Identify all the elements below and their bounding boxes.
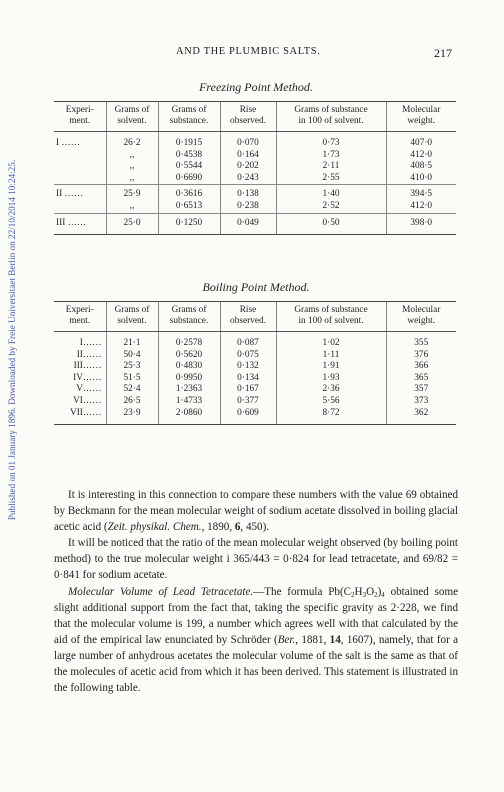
column-header: Experi- ment. [54,102,106,132]
table-cell: 0·6690 [158,173,220,185]
table-cell: 0·202 [220,161,276,173]
table-cell: 0·5620 [158,350,220,362]
table-cell: 0·4538 [158,150,220,162]
table-cell: I…… [79,338,102,348]
table-cell: I …… [56,138,81,148]
table-cell: 365 [386,373,456,385]
table-cell: 26·2 [106,132,158,150]
table-cell: VII…… [54,408,106,425]
table-cell: 0·2578 [158,332,220,350]
boiling-point-table [54,301,456,425]
table-row [54,132,456,150]
table-cell: 25·3 [106,361,158,373]
column-header: Experi- ment. [54,302,106,332]
table-cell: 0·9950 [158,373,220,385]
table-cell: 0·238 [220,201,276,213]
table-row [54,350,456,362]
table-cell: 2·55 [276,173,386,185]
table-row [54,373,456,385]
table-cell: 412·0 [386,201,456,213]
freezing-point-heading: Freezing Point Method. [199,80,313,94]
table-header-row [54,302,456,332]
table-row [54,396,456,408]
download-notice-text: Published on 01 January 1896. Downloaded by Freie Universitaet Berlin on 22/10/2014 10:24:25. [7,159,17,521]
running-head-title: AND THE PLUMBIC SALTS. [176,46,321,57]
column-header: Molecular weight. [386,302,456,332]
table-cell: 23·9 [106,408,158,425]
table-cell: 0·377 [220,396,276,408]
column-header: Molecular weight. [386,102,456,132]
table-cell: 0·3616 [158,185,220,201]
table-cell: 0·087 [220,332,276,350]
table-row [54,185,456,201]
table-cell: 412·0 [386,150,456,162]
table-cell: 0·1915 [158,132,220,150]
table-cell: 1·93 [276,373,386,385]
table-cell: ,, [106,150,158,162]
table-cell: 0·50 [276,213,386,235]
column-header: Rise observed. [220,302,276,332]
paragraph-ratio: It will be noticed that the ratio of the mean molecular weight observed (by boiling point method) to the true molecular weight i 365/443 = 0·824 for lead tetracetate, and 69/82 = 0·841 for sodium acetate. [54,537,458,582]
table-cell: 0·73 [276,132,386,150]
table-cell: 8·72 [276,408,386,425]
table-cell: 0·070 [220,132,276,150]
table-cell: 21·1 [106,332,158,350]
table-cell: 0·075 [220,350,276,362]
column-header: Grams of substance. [158,302,220,332]
table-cell: 26·5 [106,396,158,408]
table-row [54,332,456,350]
table-cell: 2·11 [276,161,386,173]
table-row [54,201,456,213]
table-cell: III …… [54,213,106,235]
table-cell [54,173,106,185]
table-cell: 0·049 [220,213,276,235]
table-cell: 362 [386,408,456,425]
table-cell: III…… [73,361,102,372]
table-cell: 25·0 [106,213,158,235]
table-cell: 0·243 [220,173,276,185]
table-cell: 0·6513 [158,201,220,213]
column-header: Grams of solvent. [106,102,158,132]
table-cell: ,, [106,161,158,173]
table-cell: 1·73 [276,150,386,162]
table-cell: 0·1250 [158,213,220,235]
table-row [54,361,456,373]
table-cell: 1·40 [276,185,386,201]
table-cell: 1·4733 [158,396,220,408]
paragraph-molecular-volume: Molecular Volume of Lead Tetracetate.—The formula $Pb(C_2H_3O_2)_4$ obtained some slight additional support from the fact that, taking the specific gravity as 2·228, we find that the molecular volume is 199, a number which agrees well with that calculated by the aid of the empirical law enunciated by Schröder (Ber., 1881, 14, 1607), namely, that for a large number of anhydrous acetates the molecular volume of the salt is the same as that of the molecules of acetic acid from which it has been derived. This statement is illustrated in the following table. [54,585,459,695]
table-cell: 1·11 [276,350,386,362]
table-row [54,408,456,425]
table-cell: 1·2363 [158,384,220,396]
table-cell: 0·167 [220,384,276,396]
table-row [54,161,456,173]
table-cell: 2·52 [276,201,386,213]
table-cell: 394·5 [386,185,456,201]
table-row [54,384,456,396]
table-cell [54,150,106,162]
table-cell: 366 [386,361,456,373]
table-cell [54,201,106,213]
table-cell: 52·4 [106,384,158,396]
paragraph-beckmann: It is interesting in this connection to compare these numbers with the value 69 obtained by Beckmann for the mean molecular weight of sodium acetate dissolved in boiling glacial acetic acid (Zeit. physikal. Chem., 1890, 6, 450). [54,489,458,534]
table-cell: 50·4 [106,350,158,362]
table-cell: 25·9 [106,185,158,201]
table-cell: 357 [386,384,456,396]
column-header: Grams of substance in 100 of solvent. [276,302,386,332]
table-cell: 2·36 [276,384,386,396]
table-cell: 376 [386,350,456,362]
table-cell: 373 [386,396,456,408]
column-header: Rise observed. [220,102,276,132]
body-text [54,487,458,696]
table-cell: 407·0 [386,132,456,150]
table-cell: VI…… [73,395,102,406]
table-row [54,173,456,185]
table-cell: II…… [76,349,102,360]
table-cell: 398·0 [386,213,456,235]
table-header-row [54,102,456,132]
table-cell: 0·4830 [158,361,220,373]
table-cell: 0·164 [220,150,276,162]
table-cell: 410·0 [386,173,456,185]
table-cell: 2·0860 [158,408,220,425]
table-cell: 0·138 [220,185,276,201]
column-header: Grams of substance. [158,102,220,132]
freezing-point-table [54,101,456,235]
table-cell: IV…… [73,372,102,383]
table-cell: 0·5544 [158,161,220,173]
table-cell [54,161,106,173]
table-cell: 51·5 [106,373,158,385]
column-header: Grams of substance in 100 of solvent. [276,102,386,132]
table-cell: 0·609 [220,408,276,425]
table-cell: II …… [54,185,106,201]
table-cell: 408·5 [386,161,456,173]
table-cell: 0·132 [220,361,276,373]
table-cell: 1·91 [276,361,386,373]
table-row [54,150,456,162]
table-cell: 5·56 [276,396,386,408]
column-header: Grams of solvent. [106,302,158,332]
table-cell: 355 [386,332,456,350]
boiling-point-heading: Boiling Point Method. [202,280,310,294]
table-cell: 1·02 [276,332,386,350]
table-cell: ,, [106,201,158,213]
table-cell: 0·134 [220,373,276,385]
page-number: 217 [434,46,452,60]
table-row [54,213,456,235]
table-cell: V…… [76,384,102,395]
table-cell: ,, [106,173,158,185]
download-notice [2,60,18,620]
